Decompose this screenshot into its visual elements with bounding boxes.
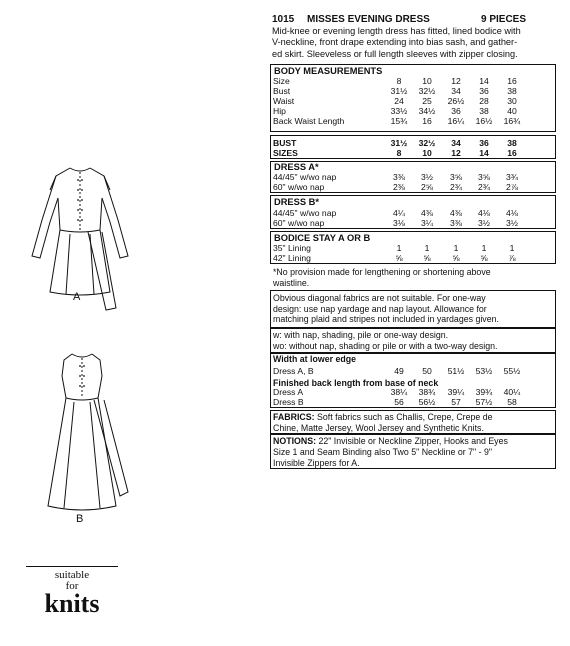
table-cell: 24 [394,96,404,106]
table-cell: 16¾ [503,116,521,126]
table-cell: 3½ [421,172,433,182]
table-cell: 3¼ [421,218,433,228]
table-cell: 55½ [503,366,521,376]
table-cell: 25 [422,96,432,106]
table-cell: 49 [394,366,404,376]
table-cell: 2⅜ [393,182,405,192]
note-line: *No provision made for lengthening or shortening above [273,267,491,277]
row-label: Size [273,76,290,86]
fabrics-text: Soft fabrics such as Challis, Crepe, Crepe de [314,412,493,422]
diagonal-note-box [270,290,556,328]
table-cell: 3⅝ [478,172,490,182]
table-cell: 30 [507,96,517,106]
row-label: 35" Lining [273,243,311,253]
table-cell: 1 [453,243,459,253]
row-label: 60" w/wo nap [273,218,325,228]
row-label: Dress A [273,387,304,397]
note-line: design: use nap yardage and nap layout. Allowance for [273,303,487,314]
table-cell: 16 [422,116,432,126]
table-cell: 40 [507,106,517,116]
table-cell: 34 [451,86,461,96]
table-cell: 33½ [390,106,408,116]
table-cell: 4¼ [393,208,405,218]
row-label: 60" w/wo nap [273,182,325,192]
table-cell: 36 [479,138,489,148]
nap-key-line: wo: without nap, shading or pile or with a two-way design. [273,341,498,351]
notions-text: Invisible Zippers for A. [273,458,360,468]
table-cell: 3⅜ [450,218,462,228]
description-line: Mid-knee or evening length dress has fitted, lined bodice with [272,26,521,36]
table-cell: 38 [479,106,489,116]
table-cell: ⅝ [395,253,403,263]
table-cell: ⅝ [480,253,488,263]
table-cell: 36 [451,106,461,116]
caption-b: B [76,513,84,525]
bodice-stay-title: BODICE STAY A OR B [274,233,371,243]
table-cell: 3½ [478,218,490,228]
table-cell: 1 [396,243,402,253]
table-cell: 14 [479,76,489,86]
table-cell: 4⅜ [421,208,433,218]
row-label: Dress B [273,397,304,407]
fabrics-box [270,410,556,435]
note-line: Obvious diagonal fabrics are not suitable. For one-way [273,293,486,303]
table-cell: ⅝ [423,253,431,263]
table-cell: 15¾ [390,116,408,126]
row-label: SIZES [273,148,298,158]
table-cell: 1 [481,243,487,253]
table-cell: 16½ [475,116,493,126]
badge-line1: suitable [54,569,90,581]
table-cell: 32½ [418,138,436,148]
notions-text: 22" Invisible or Neckline Zipper, Hooks and Eyes [316,436,508,446]
table-cell: 34½ [418,106,436,116]
nap-key-box [270,328,556,353]
table-cell: 4⅜ [450,208,462,218]
note-line: matching plaid and stripes not included in yardages given. [273,314,499,325]
table-cell: 2⅞ [506,182,518,192]
table-cell: 26½ [447,96,465,106]
table-cell: 53½ [475,366,493,376]
table-cell: 34 [451,138,461,148]
measurements-box [270,353,556,408]
note-line: waistline. [273,277,310,288]
table-cell: 3¾ [506,172,518,182]
description-line: ed skirt. Sleeveless or full length sleeves with zipper closing. [272,48,518,59]
note-provision [273,267,558,288]
pieces-count: 9 PIECES [481,14,527,25]
table-cell: 32½ [418,86,436,96]
badge-line2: for [65,580,79,592]
fabrics-label: FABRICS: [273,412,315,422]
table-cell: 3⅜ [393,172,405,182]
row-label: Dress A, B [273,366,314,376]
table-cell: 3½ [506,218,518,228]
dress-b-title: DRESS B* [274,197,319,207]
table-cell: 56½ [418,397,436,407]
table-cell: 28 [479,96,489,106]
table-cell: 38¾ [418,387,436,397]
table-cell: 4⅛ [478,208,490,218]
table-cell: 12 [451,148,461,158]
table-cell: 39¾ [475,387,493,397]
row-label: Hip [273,106,286,116]
table-cell: 16 [507,76,517,86]
table-cell: 31½ [390,86,408,96]
table-cell: 8 [396,76,402,86]
row-label: 44/45" w/wo nap [273,208,337,218]
back-length-title: Finished back length from base of neck [273,378,439,388]
row-label: BUST [273,138,297,148]
table-cell: 56 [394,397,404,407]
row-label: Waist [273,96,295,106]
table-cell: 38 [507,86,517,96]
table-cell: 3⅛ [393,218,405,228]
dress-a-title: DRESS A* [274,162,319,172]
notions-box [270,433,556,469]
suitable-for-knits-badge [26,566,118,622]
nap-key-line: w: with nap, shading, pile or one-way design. [273,330,449,340]
table-cell: 38¼ [390,387,408,397]
pattern-title: MISSES EVENING DRESS [307,14,430,25]
table-cell: 40¼ [503,387,521,397]
table-cell: 16¼ [447,116,465,126]
caption-a: A [73,291,81,303]
dress-b-back-view-illustration [20,346,145,521]
table-cell: 14 [479,148,489,158]
lower-edge-title: Width at lower edge [273,354,357,364]
table-cell: 39¼ [447,387,465,397]
table-cell: 38 [507,138,517,148]
notions-label: NOTIONS: [273,436,317,446]
row-label: Back Waist Length [273,116,345,126]
table-cell: 1 [509,243,515,253]
row-label: Bust [273,86,291,96]
table-cell: 1 [424,243,430,253]
table-cell: 57½ [475,397,493,407]
row-label: 44/45" w/wo nap [273,172,337,182]
table-cell: 2¾ [450,182,462,192]
table-cell: 10 [422,76,432,86]
pattern-number: 1015 [272,14,295,25]
table-cell: 58 [507,397,517,407]
table-cell: 31½ [390,138,408,148]
table-cell: 57 [451,397,461,407]
dress-a-back-view-illustration [20,160,145,330]
table-cell: 4⅛ [506,208,518,218]
table-cell: 51½ [447,366,465,376]
body-measurements-title: BODY MEASUREMENTS [274,66,383,76]
table-cell: 16 [507,148,517,158]
description-line: V-neckline, front drape extending into bias sash, and gather- [272,37,518,48]
notions-text: Size 1 and Seam Binding also Two 5" Neckline or 7" - 9" [273,447,492,457]
fabrics-text: Chine, Matte Jersey, Wool Jersey and Synthetic Knits. [273,423,484,433]
table-cell: 2¾ [478,182,490,192]
row-label: 42" Lining [273,253,311,263]
badge-line3: knits [44,589,100,618]
table-cell: ⅝ [452,253,460,263]
table-cell: 50 [422,366,432,376]
table-cell: 2⅝ [421,182,433,192]
table-cell: 10 [422,148,432,158]
table-cell: 12 [451,76,461,86]
table-cell: 36 [479,86,489,96]
pattern-description [272,26,557,60]
table-cell: 8 [396,148,402,158]
table-cell: 3⅝ [450,172,462,182]
table-cell: ⅞ [508,253,516,263]
